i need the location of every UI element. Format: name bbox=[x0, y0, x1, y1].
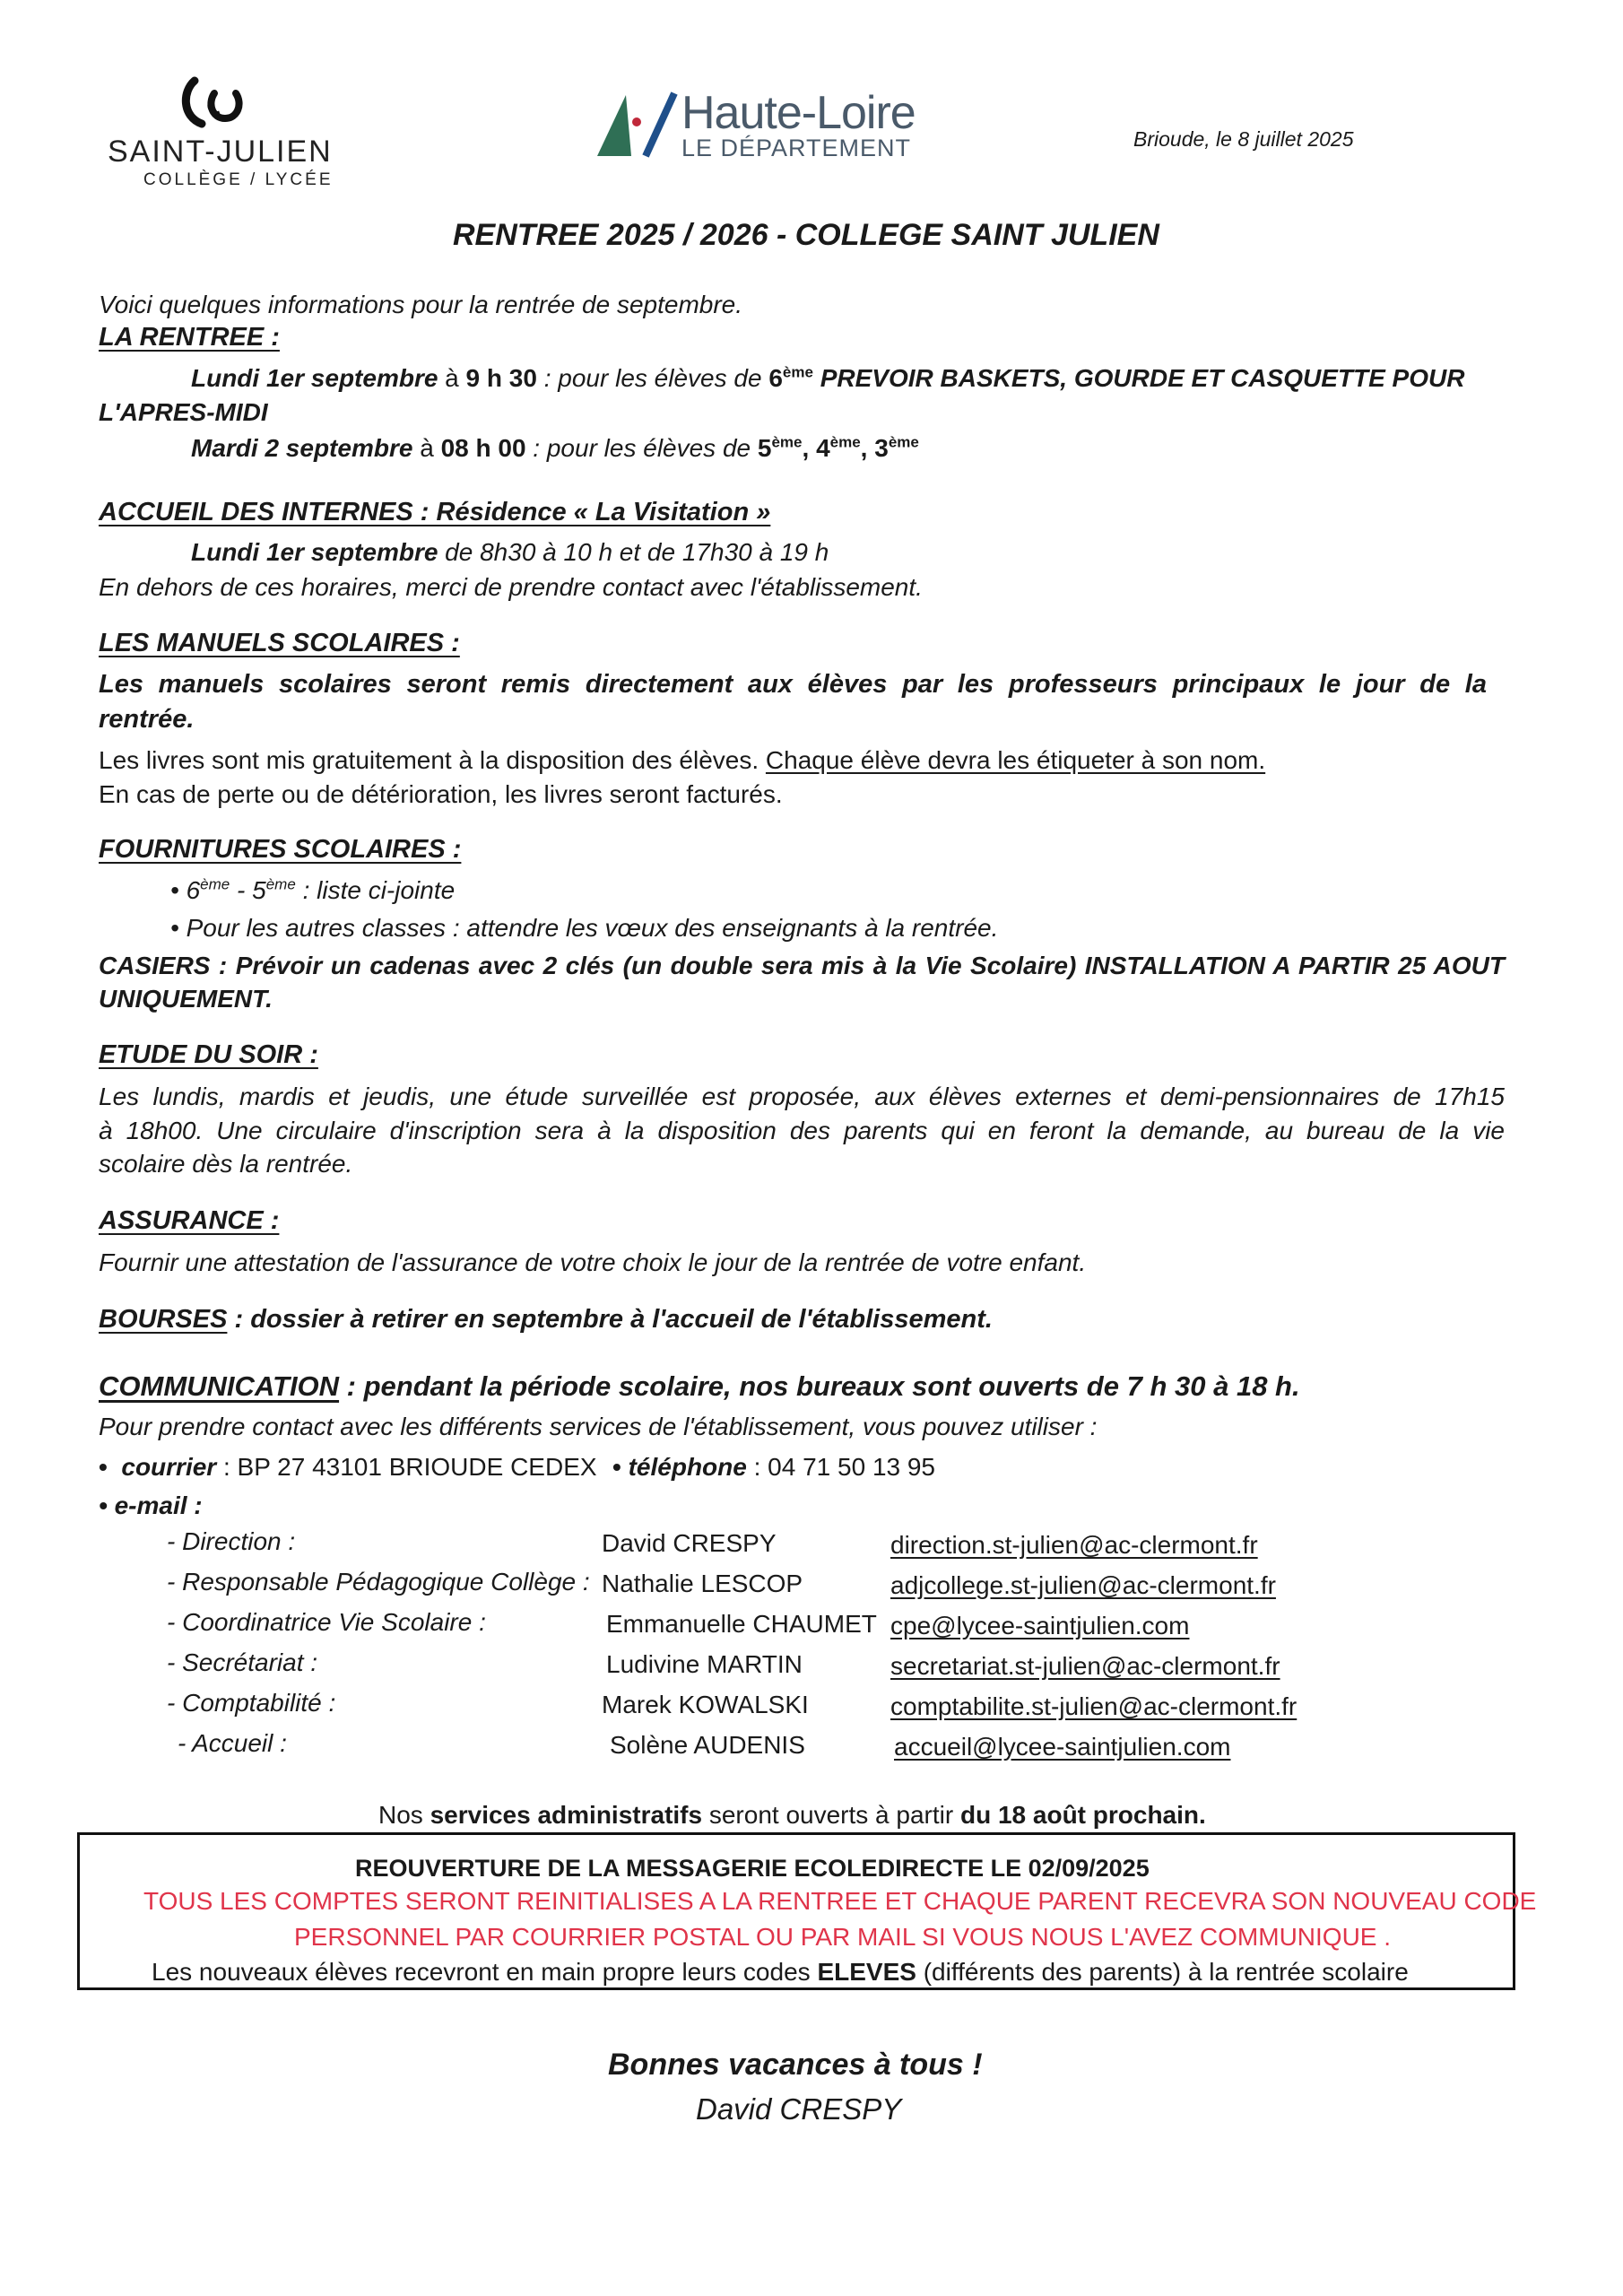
contact-role: - Responsable Pédagogique Collège : bbox=[167, 1568, 590, 1596]
fournitures-bullet-1: • 6ème - 5ème : liste ci-jointe bbox=[170, 875, 456, 904]
section-heading-rentree: LA RENTREE : bbox=[99, 323, 280, 352]
communication-intro: Pour prendre contact avec les différents services de l'établissement, vous pouvez utiliser : bbox=[99, 1413, 1098, 1440]
rentree-line-1-cont: L'APRES-MIDI bbox=[99, 398, 268, 426]
contact-name: David CRESPY bbox=[602, 1529, 777, 1557]
contact-role: - Coordinatrice Vie Scolaire : bbox=[167, 1608, 486, 1636]
communication-line: COMMUNICATION : pendant la période scolaire, nos bureaux sont ouverts de 7 h 30 à 18 h. bbox=[99, 1370, 1300, 1402]
internes-note: En dehors de ces horaires, merci de prendre contact avec l'établissement. bbox=[99, 573, 923, 601]
intro-text: Voici quelques informations pour la rentrée de septembre. bbox=[99, 291, 743, 318]
courrier-line: • courrier : BP 27 43101 BRIOUDE CEDEX bbox=[99, 1453, 597, 1481]
contact-email-link[interactable]: comptabilite.st-julien@ac-clermont.fr bbox=[890, 1692, 1298, 1720]
notice-title: REOUVERTURE DE LA MESSAGERIE ECOLEDIRECTE LE 02/09/2025 bbox=[355, 1855, 1150, 1882]
manuels-line-1: Les livres sont mis gratuitement à la disposition des élèves. Chaque élève devra les étiqueter à son nom. bbox=[99, 746, 1266, 774]
internes-hours: Lundi 1er septembre de 8h30 à 10 h et de 17h30 à 19 h bbox=[191, 538, 829, 566]
contact-role: - Comptabilité : bbox=[167, 1689, 336, 1717]
bourses-line: BOURSES : dossier à retirer en septembre à l'accueil de l'établissement. bbox=[99, 1305, 993, 1334]
etude-line-1: Les lundis, mardis et jeudis, une étude surveillée est proposée, aux élèves externes et demi-pensionnaires de 17h15 bbox=[99, 1083, 1505, 1110]
contact-email-link[interactable]: accueil@lycee-saintjulien.com bbox=[894, 1733, 1231, 1761]
fournitures-bullet-2: • Pour les autres classes : attendre les vœux des enseignants à la rentrée. bbox=[170, 914, 999, 942]
section-heading-manuels: LES MANUELS SCOLAIRES : bbox=[99, 629, 460, 657]
contact-email-link[interactable]: cpe@lycee-saintjulien.com bbox=[890, 1612, 1190, 1639]
section-heading-internes: ACCUEIL DES INTERNES : Résidence « La Visitation » bbox=[99, 498, 771, 526]
casiers-line-1: CASIERS : Prévoir un cadenas avec 2 clés (un double sera mis à la Vie Scolaire) INSTALLATION A PARTIR 25 AOUT bbox=[99, 952, 1505, 979]
contact-role: - Direction : bbox=[167, 1527, 296, 1555]
assurance-text: Fournir une attestation de l'assurance de votre choix le jour de la rentrée de votre enfant. bbox=[99, 1248, 1087, 1276]
manuels-bold-1: Les manuels scolaires seront remis directement aux élèves par les professeurs principaux le jour de la bbox=[99, 670, 1487, 699]
signature: David CRESPY bbox=[696, 2092, 902, 2126]
email-label: • e-mail : bbox=[99, 1492, 203, 1519]
manuels-bold-2: rentrée. bbox=[99, 705, 195, 734]
contact-email-link[interactable]: adjcollege.st-julien@ac-clermont.fr bbox=[890, 1571, 1276, 1599]
school-subtitle: COLLÈGE / LYCÉE bbox=[143, 170, 334, 189]
contact-role: - Accueil : bbox=[178, 1729, 287, 1757]
contact-email-link[interactable]: direction.st-julien@ac-clermont.fr bbox=[890, 1531, 1258, 1559]
section-heading-fournitures: FOURNITURES SCOLAIRES : bbox=[99, 835, 462, 864]
closing-greeting: Bonnes vacances à tous ! bbox=[608, 2048, 983, 2082]
contact-name: Emmanuelle CHAUMET bbox=[606, 1610, 877, 1638]
department-name: Haute-Loire bbox=[681, 87, 916, 139]
saint-julien-logo-icon bbox=[175, 74, 256, 136]
contact-name: Solène AUDENIS bbox=[610, 1731, 805, 1759]
notice-red-line-2: PERSONNEL PAR COURRIER POSTAL OU PAR MAIL SI VOUS NOUS L'AVEZ COMMUNIQUE . bbox=[294, 1923, 1392, 1951]
casiers-line-2: UNIQUEMENT. bbox=[99, 985, 273, 1013]
etude-line-2: à 18h00. Une circulaire d'inscription sera à la disposition des parents qui en feront la demande, au bureau de la vie bbox=[99, 1117, 1505, 1144]
contact-name: Ludivine MARTIN bbox=[606, 1650, 803, 1678]
telephone-line: • téléphone : 04 71 50 13 95 bbox=[612, 1453, 936, 1481]
section-heading-etude: ETUDE DU SOIR : bbox=[99, 1040, 318, 1069]
section-heading-assurance: ASSURANCE : bbox=[99, 1206, 280, 1235]
etude-line-3: scolaire dès la rentrée. bbox=[99, 1150, 353, 1178]
department-subtitle: LE DÉPARTEMENT bbox=[681, 135, 912, 161]
letter-date: Brioude, le 8 juillet 2025 bbox=[1133, 127, 1354, 151]
notice-red-line-1: TOUS LES COMPTES SERONT REINITIALISES A LA RENTREE ET CHAQUE PARENT RECEVRA SON NOUVEAU CODE bbox=[143, 1887, 1537, 1915]
contact-role: - Secrétariat : bbox=[167, 1648, 318, 1676]
notice-line-3: Les nouveaux élèves recevront en main propre leurs codes ELEVES (différents des parents) à la rentrée scolaire bbox=[152, 1958, 1409, 1986]
school-name: SAINT-JULIEN bbox=[108, 135, 333, 169]
manuels-line-2: En cas de perte ou de détérioration, les livres seront facturés. bbox=[99, 780, 783, 808]
rentree-line-1: Lundi 1er septembre à 9 h 30 : pour les élèves de 6ème PREVOIR BASKETS, GOURDE ET CASQUETTE POUR bbox=[191, 363, 1465, 392]
rentree-line-2: Mardi 2 septembre à 08 h 00 : pour les élèves de 5ème, 4ème, 3ème bbox=[191, 433, 919, 462]
services-line: Nos services administratifs seront ouverts à partir du 18 août prochain. bbox=[378, 1801, 1206, 1829]
contact-email-link[interactable]: secretariat.st-julien@ac-clermont.fr bbox=[890, 1652, 1280, 1680]
haute-loire-logo-icon bbox=[592, 90, 681, 161]
contact-name: Nathalie LESCOP bbox=[602, 1570, 803, 1597]
document-title: RENTREE 2025 / 2026 - COLLEGE SAINT JULIEN bbox=[453, 218, 1159, 252]
contact-name: Marek KOWALSKI bbox=[602, 1691, 809, 1718]
